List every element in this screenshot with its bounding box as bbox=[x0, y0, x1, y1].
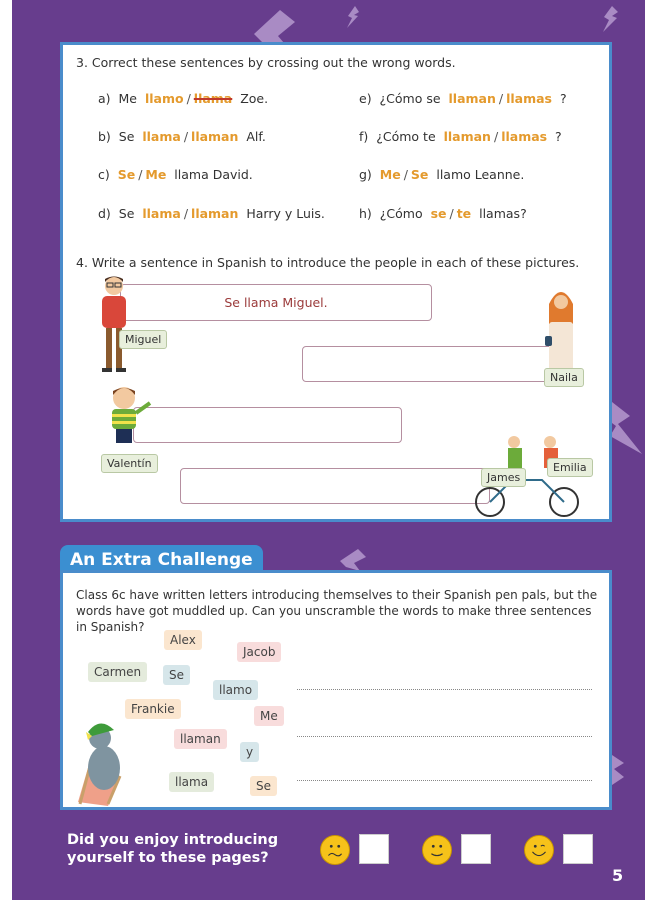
neutral-checkbox[interactable] bbox=[461, 834, 491, 864]
option-se[interactable]: se bbox=[430, 206, 447, 221]
word-tile-me[interactable]: Me bbox=[254, 706, 284, 726]
word-tile-carmen[interactable]: Carmen bbox=[88, 662, 147, 682]
lightning-icon bbox=[608, 402, 644, 457]
option-llamo[interactable]: llamo bbox=[144, 91, 184, 106]
option-me[interactable]: Me bbox=[379, 167, 401, 182]
option-llaman[interactable]: llaman bbox=[448, 91, 496, 106]
answer-line-2[interactable] bbox=[297, 736, 592, 737]
sentence-e: e) ¿Cómo se llaman / llamas ? bbox=[359, 91, 567, 106]
option-me[interactable]: Me bbox=[145, 167, 167, 182]
name-tag-emilia: Emilia bbox=[547, 458, 593, 477]
happy-face-icon bbox=[524, 835, 554, 865]
sad-face-icon bbox=[320, 835, 350, 865]
sentence-g: g) Me / Se llamo Leanne. bbox=[359, 167, 525, 182]
lightning-icon bbox=[345, 6, 365, 28]
sentence-d: d) Se llama / llaman Harry y Luis. bbox=[98, 206, 325, 221]
option-llama[interactable]: llama bbox=[142, 206, 181, 221]
happy-checkbox[interactable] bbox=[563, 834, 593, 864]
answer-box-naila[interactable] bbox=[302, 346, 557, 382]
word-tile-llamo[interactable]: llamo bbox=[213, 680, 258, 700]
girl-with-headscarf-illustration bbox=[543, 284, 579, 374]
sentence-h: h) ¿Cómo se / te llamas? bbox=[359, 206, 527, 221]
option-llamas[interactable]: llamas bbox=[501, 129, 548, 144]
answer-line-3[interactable] bbox=[297, 780, 592, 781]
word-tile-y[interactable]: y bbox=[240, 742, 259, 762]
option-llama[interactable]: llama bbox=[142, 129, 181, 144]
word-tile-jacob[interactable]: Jacob bbox=[237, 642, 281, 662]
boy-pointing-illustration bbox=[104, 385, 154, 445]
sentence-a: a) Me llamo / llama Zoe. bbox=[98, 91, 269, 106]
option-se[interactable]: Se bbox=[117, 167, 136, 182]
word-tile-alex[interactable]: Alex bbox=[164, 630, 202, 650]
exercise-4-prompt: 4. Write a sentence in Spanish to introduce the people in each of these pictures. bbox=[76, 255, 580, 270]
answer-box-james-emilia[interactable] bbox=[180, 468, 490, 504]
sentence-b: b) Se llama / llaman Alf. bbox=[98, 129, 266, 144]
answer-box-valentin[interactable] bbox=[133, 407, 402, 443]
option-llamas[interactable]: llamas bbox=[506, 91, 552, 106]
mole-in-deckchair-illustration bbox=[74, 718, 138, 806]
word-tile-se[interactable]: Se bbox=[163, 665, 190, 685]
option-se[interactable]: Se bbox=[410, 167, 429, 182]
answer-box-miguel[interactable]: Se llama Miguel. bbox=[120, 284, 432, 321]
lightning-icon bbox=[612, 755, 632, 785]
option-llaman[interactable]: llaman bbox=[191, 206, 239, 221]
option-te[interactable]: te bbox=[456, 206, 472, 221]
boy-with-glasses-illustration bbox=[96, 274, 132, 374]
sad-checkbox[interactable] bbox=[359, 834, 389, 864]
sentence-c: c) Se / Me llama David. bbox=[98, 167, 253, 182]
name-tag-naila: Naila bbox=[544, 368, 584, 387]
answer-line-1[interactable] bbox=[297, 689, 592, 690]
neutral-face-icon bbox=[422, 835, 452, 865]
name-tag-valentin: Valentín bbox=[101, 454, 158, 473]
name-tag-miguel: Miguel bbox=[119, 330, 167, 349]
option-llama-struck[interactable]: llama bbox=[193, 91, 233, 106]
sentence-f: f) ¿Cómo te llaman / llamas ? bbox=[359, 129, 562, 144]
feedback-question: Did you enjoy introducing yourself to these pages? bbox=[67, 832, 279, 866]
challenge-intro: Class 6c have written letters introducing themselves to their Spanish pen pals, but the words have got muddled up. Can you unscramble the words to make three sentences in Spanish? bbox=[76, 588, 598, 634]
exercise-3-prompt: 3. Correct these sentences by crossing out the wrong words. bbox=[76, 55, 456, 70]
word-tile-frankie[interactable]: Frankie bbox=[125, 699, 181, 719]
lightning-icon bbox=[600, 6, 624, 32]
challenge-title-tab: An Extra Challenge bbox=[60, 545, 263, 573]
page-number: 5 bbox=[612, 866, 624, 885]
word-tile-llaman[interactable]: llaman bbox=[174, 729, 227, 749]
word-tile-se[interactable]: Se bbox=[250, 776, 277, 796]
word-tile-llama[interactable]: llama bbox=[169, 772, 214, 792]
option-llaman[interactable]: llaman bbox=[191, 129, 239, 144]
name-tag-james: James bbox=[481, 468, 526, 487]
option-llaman[interactable]: llaman bbox=[443, 129, 491, 144]
